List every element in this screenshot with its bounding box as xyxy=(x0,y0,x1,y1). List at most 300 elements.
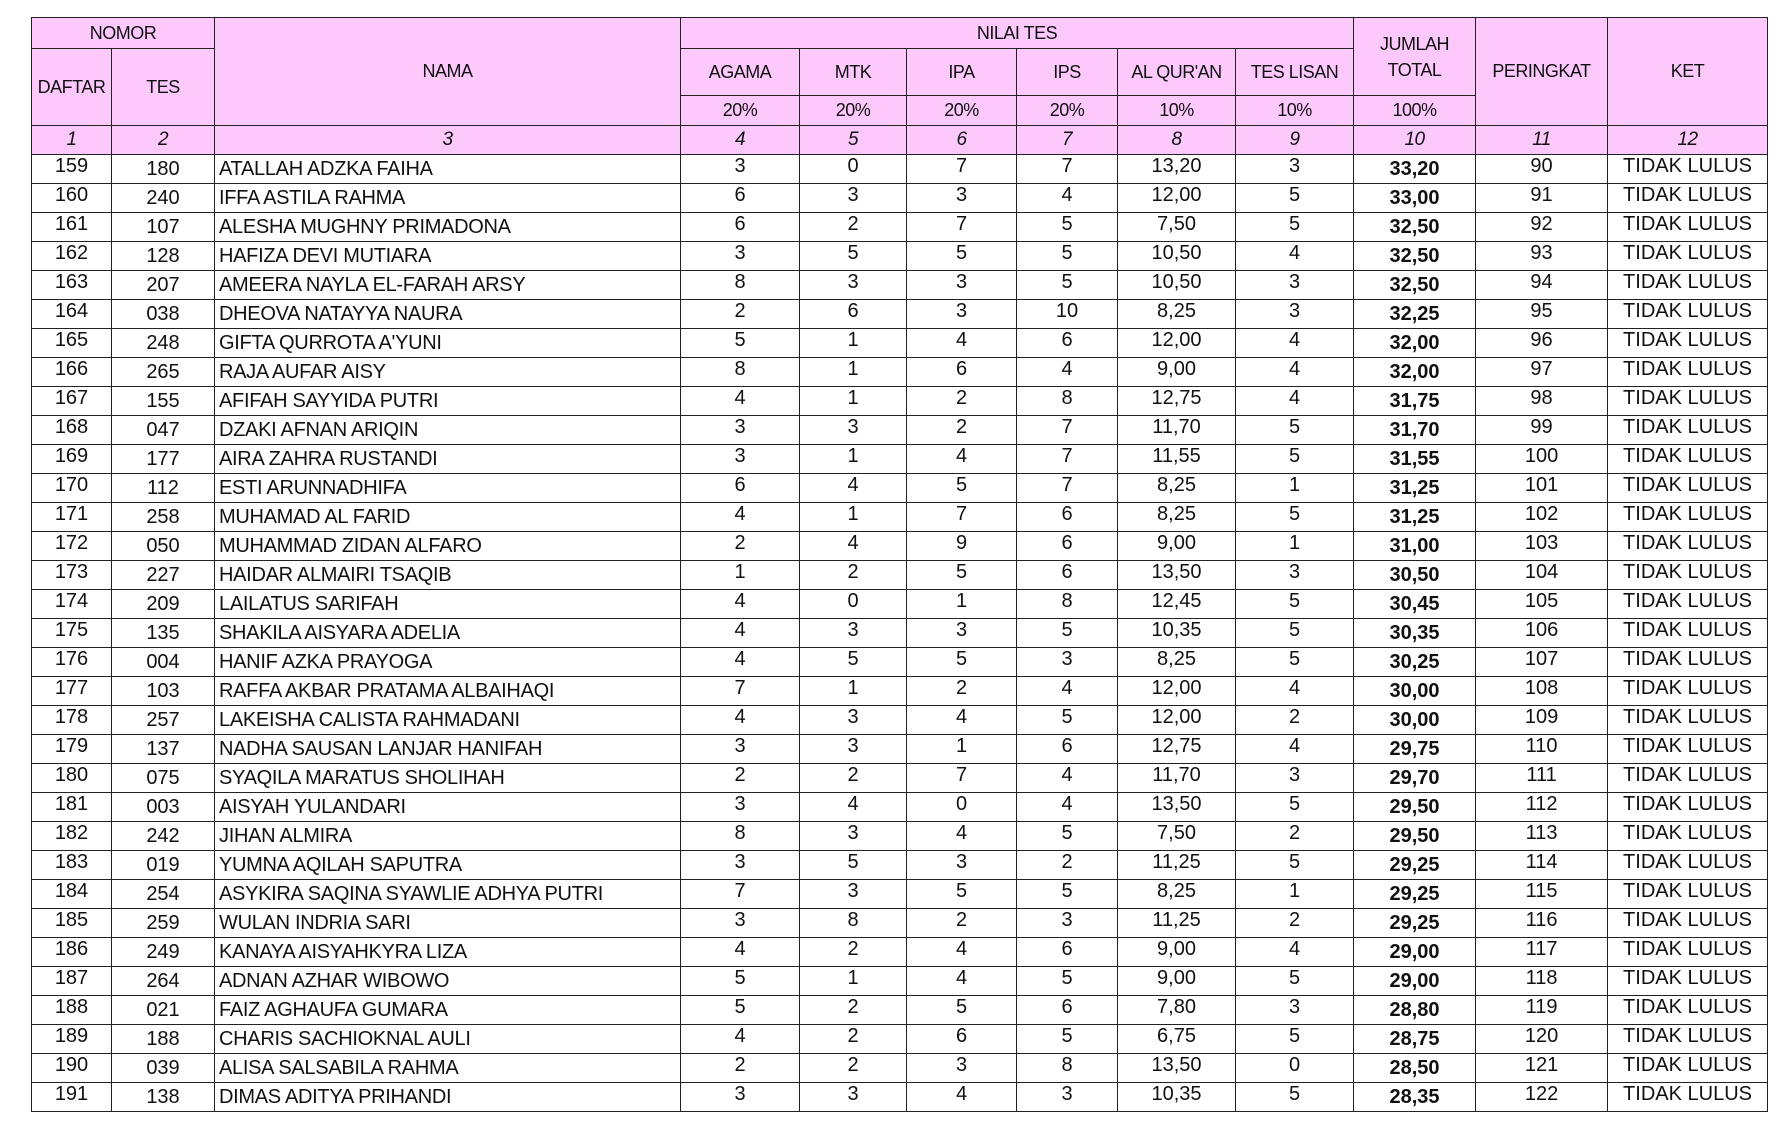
tes-cell: 107 xyxy=(112,213,215,242)
header-al-quran: AL QUR'AN xyxy=(1118,49,1236,96)
rank-cell: 122 xyxy=(1476,1083,1608,1112)
daftar-cell: 191 xyxy=(32,1083,112,1112)
ket-cell: TIDAK LULUS xyxy=(1608,909,1768,938)
total-cell: 29,25 xyxy=(1354,880,1476,909)
agama-cell: 2 xyxy=(681,300,800,329)
table-row xyxy=(32,938,1768,967)
name-cell: ESTI ARUNNADHIFA xyxy=(215,474,681,503)
mtk-cell: 1 xyxy=(800,967,907,996)
name-cell: ALESHA MUGHNY PRIMADONA xyxy=(215,213,681,242)
tes-cell: 004 xyxy=(112,648,215,677)
rank-cell: 94 xyxy=(1476,271,1608,300)
agama-cell: 3 xyxy=(681,445,800,474)
agama-cell: 1 xyxy=(681,561,800,590)
ket-cell: TIDAK LULUS xyxy=(1608,996,1768,1025)
total-cell: 30,00 xyxy=(1354,677,1476,706)
ket-cell: TIDAK LULUS xyxy=(1608,851,1768,880)
ipa-cell: 3 xyxy=(907,851,1017,880)
tes-lisan-cell: 2 xyxy=(1236,822,1354,851)
tes-lisan-cell: 4 xyxy=(1236,358,1354,387)
rank-cell: 108 xyxy=(1476,677,1608,706)
ipa-cell: 5 xyxy=(907,996,1017,1025)
rank-cell: 104 xyxy=(1476,561,1608,590)
al-quran-cell: 10,35 xyxy=(1118,619,1236,648)
ipa-cell: 5 xyxy=(907,561,1017,590)
mtk-cell: 3 xyxy=(800,416,907,445)
ipa-cell: 5 xyxy=(907,474,1017,503)
rank-cell: 118 xyxy=(1476,967,1608,996)
total-cell: 31,75 xyxy=(1354,387,1476,416)
ips-cell: 5 xyxy=(1017,1025,1118,1054)
agama-cell: 6 xyxy=(681,213,800,242)
total-cell: 32,00 xyxy=(1354,329,1476,358)
ips-cell: 4 xyxy=(1017,184,1118,213)
al-quran-cell: 10,50 xyxy=(1118,242,1236,271)
daftar-cell: 181 xyxy=(32,793,112,822)
mtk-cell: 0 xyxy=(800,155,907,184)
tes-cell: 019 xyxy=(112,851,215,880)
table-row xyxy=(32,822,1768,851)
mtk-cell: 6 xyxy=(800,300,907,329)
agama-cell: 2 xyxy=(681,764,800,793)
rank-cell: 100 xyxy=(1476,445,1608,474)
total-cell: 28,75 xyxy=(1354,1025,1476,1054)
daftar-cell: 184 xyxy=(32,880,112,909)
tes-cell: 188 xyxy=(112,1025,215,1054)
column-number: 2 xyxy=(112,126,215,155)
table-row xyxy=(32,648,1768,677)
rank-cell: 106 xyxy=(1476,619,1608,648)
tes-lisan-cell: 2 xyxy=(1236,909,1354,938)
ket-cell: TIDAK LULUS xyxy=(1608,561,1768,590)
agama-cell: 8 xyxy=(681,271,800,300)
total-cell: 31,55 xyxy=(1354,445,1476,474)
al-quran-cell: 8,25 xyxy=(1118,300,1236,329)
ket-cell: TIDAK LULUS xyxy=(1608,503,1768,532)
tes-cell: 135 xyxy=(112,619,215,648)
ips-cell: 7 xyxy=(1017,155,1118,184)
daftar-cell: 164 xyxy=(32,300,112,329)
tes-lisan-cell: 5 xyxy=(1236,851,1354,880)
al-quran-cell: 8,25 xyxy=(1118,880,1236,909)
tes-cell: 207 xyxy=(112,271,215,300)
tes-cell: 038 xyxy=(112,300,215,329)
ips-cell: 4 xyxy=(1017,677,1118,706)
daftar-cell: 162 xyxy=(32,242,112,271)
name-cell: AISYAH YULANDARI xyxy=(215,793,681,822)
ket-cell: TIDAK LULUS xyxy=(1608,967,1768,996)
name-cell: RAFFA AKBAR PRATAMA ALBAIHAQI xyxy=(215,677,681,706)
tes-lisan-cell: 3 xyxy=(1236,155,1354,184)
agama-cell: 4 xyxy=(681,503,800,532)
ipa-cell: 7 xyxy=(907,213,1017,242)
al-quran-cell: 12,45 xyxy=(1118,590,1236,619)
tes-lisan-cell: 3 xyxy=(1236,996,1354,1025)
name-cell: HAIDAR ALMAIRI TSAQIB xyxy=(215,561,681,590)
daftar-cell: 190 xyxy=(32,1054,112,1083)
daftar-cell: 165 xyxy=(32,329,112,358)
ips-cell: 7 xyxy=(1017,445,1118,474)
al-quran-cell: 8,25 xyxy=(1118,474,1236,503)
al-quran-cell: 6,75 xyxy=(1118,1025,1236,1054)
ipa-cell: 4 xyxy=(907,706,1017,735)
daftar-cell: 187 xyxy=(32,967,112,996)
al-quran-cell: 11,70 xyxy=(1118,416,1236,445)
column-number: 1 xyxy=(32,126,112,155)
name-cell: AFIFAH SAYYIDA PUTRI xyxy=(215,387,681,416)
daftar-cell: 160 xyxy=(32,184,112,213)
ipa-cell: 0 xyxy=(907,793,1017,822)
ket-cell: TIDAK LULUS xyxy=(1608,445,1768,474)
total-cell: 28,80 xyxy=(1354,996,1476,1025)
agama-cell: 4 xyxy=(681,706,800,735)
daftar-cell: 170 xyxy=(32,474,112,503)
table-row xyxy=(32,329,1768,358)
tes-cell: 112 xyxy=(112,474,215,503)
tes-cell: 209 xyxy=(112,590,215,619)
ipa-cell: 7 xyxy=(907,764,1017,793)
rank-cell: 120 xyxy=(1476,1025,1608,1054)
mtk-cell: 8 xyxy=(800,909,907,938)
mtk-cell: 1 xyxy=(800,387,907,416)
agama-cell: 4 xyxy=(681,387,800,416)
ipa-cell: 9 xyxy=(907,532,1017,561)
daftar-cell: 166 xyxy=(32,358,112,387)
table-row xyxy=(32,909,1768,938)
al-quran-cell: 10,35 xyxy=(1118,1083,1236,1112)
tes-lisan-cell: 4 xyxy=(1236,387,1354,416)
mtk-cell: 3 xyxy=(800,271,907,300)
mtk-cell: 3 xyxy=(800,184,907,213)
total-cell: 31,25 xyxy=(1354,474,1476,503)
name-cell: SHAKILA AISYARA ADELIA xyxy=(215,619,681,648)
al-quran-cell: 9,00 xyxy=(1118,358,1236,387)
ket-cell: TIDAK LULUS xyxy=(1608,329,1768,358)
table-row xyxy=(32,271,1768,300)
mtk-cell: 1 xyxy=(800,358,907,387)
table-row xyxy=(32,967,1768,996)
total-cell: 31,25 xyxy=(1354,503,1476,532)
tes-lisan-cell: 5 xyxy=(1236,213,1354,242)
agama-cell: 3 xyxy=(681,416,800,445)
tes-cell: 240 xyxy=(112,184,215,213)
mtk-cell: 2 xyxy=(800,764,907,793)
tes-cell: 265 xyxy=(112,358,215,387)
ipa-cell: 6 xyxy=(907,1025,1017,1054)
daftar-cell: 183 xyxy=(32,851,112,880)
table-row xyxy=(32,1083,1768,1112)
daftar-cell: 159 xyxy=(32,155,112,184)
ipa-cell: 5 xyxy=(907,242,1017,271)
name-cell: ADNAN AZHAR WIBOWO xyxy=(215,967,681,996)
name-cell: CHARIS SACHIOKNAL AULI xyxy=(215,1025,681,1054)
al-quran-cell: 13,50 xyxy=(1118,561,1236,590)
agama-cell: 7 xyxy=(681,677,800,706)
ips-cell: 6 xyxy=(1017,735,1118,764)
tes-lisan-cell: 5 xyxy=(1236,1083,1354,1112)
rank-cell: 97 xyxy=(1476,358,1608,387)
mtk-cell: 2 xyxy=(800,213,907,242)
tes-cell: 103 xyxy=(112,677,215,706)
rank-cell: 107 xyxy=(1476,648,1608,677)
al-quran-cell: 9,00 xyxy=(1118,532,1236,561)
table-row xyxy=(32,242,1768,271)
ips-cell: 6 xyxy=(1017,996,1118,1025)
name-cell: YUMNA AQILAH SAPUTRA xyxy=(215,851,681,880)
table-row xyxy=(32,996,1768,1025)
mtk-cell: 0 xyxy=(800,590,907,619)
ips-cell: 5 xyxy=(1017,213,1118,242)
header-ket: KET xyxy=(1608,18,1768,126)
daftar-cell: 175 xyxy=(32,619,112,648)
mtk-cell: 1 xyxy=(800,503,907,532)
ket-cell: TIDAK LULUS xyxy=(1608,300,1768,329)
tes-cell: 128 xyxy=(112,242,215,271)
table-row xyxy=(32,387,1768,416)
table-row xyxy=(32,706,1768,735)
daftar-cell: 172 xyxy=(32,532,112,561)
al-quran-cell: 13,50 xyxy=(1118,793,1236,822)
ips-cell: 5 xyxy=(1017,967,1118,996)
ipa-cell: 5 xyxy=(907,880,1017,909)
total-cell: 31,00 xyxy=(1354,532,1476,561)
ips-cell: 4 xyxy=(1017,358,1118,387)
tes-lisan-cell: 5 xyxy=(1236,445,1354,474)
ipa-cell: 6 xyxy=(907,358,1017,387)
tes-lisan-cell: 4 xyxy=(1236,938,1354,967)
weight-agama: 20% xyxy=(681,96,800,126)
tes-cell: 039 xyxy=(112,1054,215,1083)
name-cell: KANAYA AISYAHKYRA LIZA xyxy=(215,938,681,967)
weight-mtk: 20% xyxy=(800,96,907,126)
al-quran-cell: 9,00 xyxy=(1118,938,1236,967)
ket-cell: TIDAK LULUS xyxy=(1608,619,1768,648)
rank-cell: 92 xyxy=(1476,213,1608,242)
mtk-cell: 2 xyxy=(800,561,907,590)
ips-cell: 7 xyxy=(1017,474,1118,503)
agama-cell: 8 xyxy=(681,822,800,851)
tes-lisan-cell: 3 xyxy=(1236,561,1354,590)
al-quran-cell: 12,00 xyxy=(1118,677,1236,706)
al-quran-cell: 10,50 xyxy=(1118,271,1236,300)
tes-lisan-cell: 0 xyxy=(1236,1054,1354,1083)
header-ipa: IPA xyxy=(907,49,1017,96)
total-cell: 33,20 xyxy=(1354,155,1476,184)
name-cell: LAKEISHA CALISTA RAHMADANI xyxy=(215,706,681,735)
al-quran-cell: 7,50 xyxy=(1118,822,1236,851)
mtk-cell: 3 xyxy=(800,1083,907,1112)
mtk-cell: 4 xyxy=(800,793,907,822)
name-cell: MUHAMAD AL FARID xyxy=(215,503,681,532)
ket-cell: TIDAK LULUS xyxy=(1608,822,1768,851)
agama-cell: 3 xyxy=(681,735,800,764)
weight-ips: 20% xyxy=(1017,96,1118,126)
ipa-cell: 1 xyxy=(907,590,1017,619)
ips-cell: 8 xyxy=(1017,590,1118,619)
ips-cell: 6 xyxy=(1017,561,1118,590)
ipa-cell: 4 xyxy=(907,822,1017,851)
daftar-cell: 163 xyxy=(32,271,112,300)
ipa-cell: 2 xyxy=(907,909,1017,938)
tes-cell: 264 xyxy=(112,967,215,996)
ket-cell: TIDAK LULUS xyxy=(1608,242,1768,271)
ips-cell: 5 xyxy=(1017,706,1118,735)
table-row xyxy=(32,184,1768,213)
tes-cell: 177 xyxy=(112,445,215,474)
ket-cell: TIDAK LULUS xyxy=(1608,648,1768,677)
tes-lisan-cell: 5 xyxy=(1236,416,1354,445)
score-table xyxy=(31,17,1768,1112)
name-cell: ATALLAH ADZKA FAIHA xyxy=(215,155,681,184)
rank-cell: 101 xyxy=(1476,474,1608,503)
ips-cell: 3 xyxy=(1017,648,1118,677)
ipa-cell: 3 xyxy=(907,271,1017,300)
header-daftar: DAFTAR xyxy=(32,49,112,126)
al-quran-cell: 13,20 xyxy=(1118,155,1236,184)
ket-cell: TIDAK LULUS xyxy=(1608,1054,1768,1083)
header-tes-lisan: TES LISAN xyxy=(1236,49,1354,96)
rank-cell: 90 xyxy=(1476,155,1608,184)
ket-cell: TIDAK LULUS xyxy=(1608,735,1768,764)
table-row xyxy=(32,1025,1768,1054)
ket-cell: TIDAK LULUS xyxy=(1608,590,1768,619)
name-cell: IFFA ASTILA RAHMA xyxy=(215,184,681,213)
total-cell: 29,25 xyxy=(1354,851,1476,880)
mtk-cell: 1 xyxy=(800,445,907,474)
agama-cell: 7 xyxy=(681,880,800,909)
ket-cell: TIDAK LULUS xyxy=(1608,271,1768,300)
ips-cell: 5 xyxy=(1017,242,1118,271)
ket-cell: TIDAK LULUS xyxy=(1608,416,1768,445)
name-cell: NADHA SAUSAN LANJAR HANIFAH xyxy=(215,735,681,764)
rank-cell: 91 xyxy=(1476,184,1608,213)
total-cell: 32,50 xyxy=(1354,271,1476,300)
header-nomor: NOMOR xyxy=(32,18,215,49)
mtk-cell: 5 xyxy=(800,851,907,880)
tes-lisan-cell: 3 xyxy=(1236,300,1354,329)
column-number: 4 xyxy=(681,126,800,155)
ips-cell: 6 xyxy=(1017,938,1118,967)
name-cell: SYAQILA MARATUS SHOLIHAH xyxy=(215,764,681,793)
rank-cell: 103 xyxy=(1476,532,1608,561)
tes-lisan-cell: 4 xyxy=(1236,329,1354,358)
daftar-cell: 161 xyxy=(32,213,112,242)
agama-cell: 3 xyxy=(681,793,800,822)
tes-lisan-cell: 5 xyxy=(1236,1025,1354,1054)
tes-lisan-cell: 3 xyxy=(1236,764,1354,793)
ket-cell: TIDAK LULUS xyxy=(1608,387,1768,416)
ipa-cell: 3 xyxy=(907,619,1017,648)
ket-cell: TIDAK LULUS xyxy=(1608,677,1768,706)
ket-cell: TIDAK LULUS xyxy=(1608,474,1768,503)
agama-cell: 4 xyxy=(681,938,800,967)
rank-cell: 96 xyxy=(1476,329,1608,358)
daftar-cell: 174 xyxy=(32,590,112,619)
column-number: 10 xyxy=(1354,126,1476,155)
agama-cell: 5 xyxy=(681,967,800,996)
daftar-cell: 188 xyxy=(32,996,112,1025)
tes-lisan-cell: 3 xyxy=(1236,271,1354,300)
table-row xyxy=(32,619,1768,648)
daftar-cell: 167 xyxy=(32,387,112,416)
agama-cell: 2 xyxy=(681,532,800,561)
tes-lisan-cell: 1 xyxy=(1236,880,1354,909)
name-cell: DHEOVA NATAYYA NAURA xyxy=(215,300,681,329)
agama-cell: 3 xyxy=(681,851,800,880)
ips-cell: 2 xyxy=(1017,851,1118,880)
al-quran-cell: 8,25 xyxy=(1118,503,1236,532)
mtk-cell: 3 xyxy=(800,735,907,764)
al-quran-cell: 7,80 xyxy=(1118,996,1236,1025)
table-row xyxy=(32,416,1768,445)
tes-cell: 259 xyxy=(112,909,215,938)
rank-cell: 121 xyxy=(1476,1054,1608,1083)
total-cell: 32,50 xyxy=(1354,242,1476,271)
tes-lisan-cell: 5 xyxy=(1236,184,1354,213)
al-quran-cell: 11,70 xyxy=(1118,764,1236,793)
total-cell: 29,75 xyxy=(1354,735,1476,764)
mtk-cell: 4 xyxy=(800,474,907,503)
mtk-cell: 3 xyxy=(800,619,907,648)
table-row xyxy=(32,503,1768,532)
column-number: 7 xyxy=(1017,126,1118,155)
tes-cell: 180 xyxy=(112,155,215,184)
ips-cell: 8 xyxy=(1017,387,1118,416)
ips-cell: 5 xyxy=(1017,880,1118,909)
agama-cell: 6 xyxy=(681,474,800,503)
daftar-cell: 177 xyxy=(32,677,112,706)
al-quran-cell: 13,50 xyxy=(1118,1054,1236,1083)
name-cell: DZAKI AFNAN ARIQIN xyxy=(215,416,681,445)
daftar-cell: 176 xyxy=(32,648,112,677)
ips-cell: 6 xyxy=(1017,329,1118,358)
ipa-cell: 7 xyxy=(907,155,1017,184)
tes-lisan-cell: 1 xyxy=(1236,532,1354,561)
total-cell: 28,35 xyxy=(1354,1083,1476,1112)
total-cell: 29,50 xyxy=(1354,822,1476,851)
total-cell: 29,25 xyxy=(1354,909,1476,938)
al-quran-cell: 11,55 xyxy=(1118,445,1236,474)
name-cell: HANIF AZKA PRAYOGA xyxy=(215,648,681,677)
total-cell: 29,00 xyxy=(1354,938,1476,967)
mtk-cell: 4 xyxy=(800,532,907,561)
mtk-cell: 5 xyxy=(800,648,907,677)
tes-lisan-cell: 5 xyxy=(1236,648,1354,677)
agama-cell: 4 xyxy=(681,619,800,648)
agama-cell: 5 xyxy=(681,329,800,358)
weight-total: 100% xyxy=(1354,96,1476,126)
al-quran-cell: 12,75 xyxy=(1118,735,1236,764)
agama-cell: 5 xyxy=(681,996,800,1025)
ket-cell: TIDAK LULUS xyxy=(1608,1025,1768,1054)
name-cell: GIFTA QURROTA A'YUNI xyxy=(215,329,681,358)
tes-cell: 050 xyxy=(112,532,215,561)
name-cell: LAILATUS SARIFAH xyxy=(215,590,681,619)
al-quran-cell: 12,00 xyxy=(1118,184,1236,213)
rank-cell: 95 xyxy=(1476,300,1608,329)
ips-cell: 8 xyxy=(1017,1054,1118,1083)
ips-cell: 10 xyxy=(1017,300,1118,329)
agama-cell: 3 xyxy=(681,1083,800,1112)
daftar-cell: 185 xyxy=(32,909,112,938)
tes-lisan-cell: 2 xyxy=(1236,706,1354,735)
tes-cell: 248 xyxy=(112,329,215,358)
tes-cell: 258 xyxy=(112,503,215,532)
al-quran-cell: 7,50 xyxy=(1118,213,1236,242)
name-cell: HAFIZA DEVI MUTIARA xyxy=(215,242,681,271)
tes-cell: 227 xyxy=(112,561,215,590)
name-cell: MUHAMMAD ZIDAN ALFARO xyxy=(215,532,681,561)
